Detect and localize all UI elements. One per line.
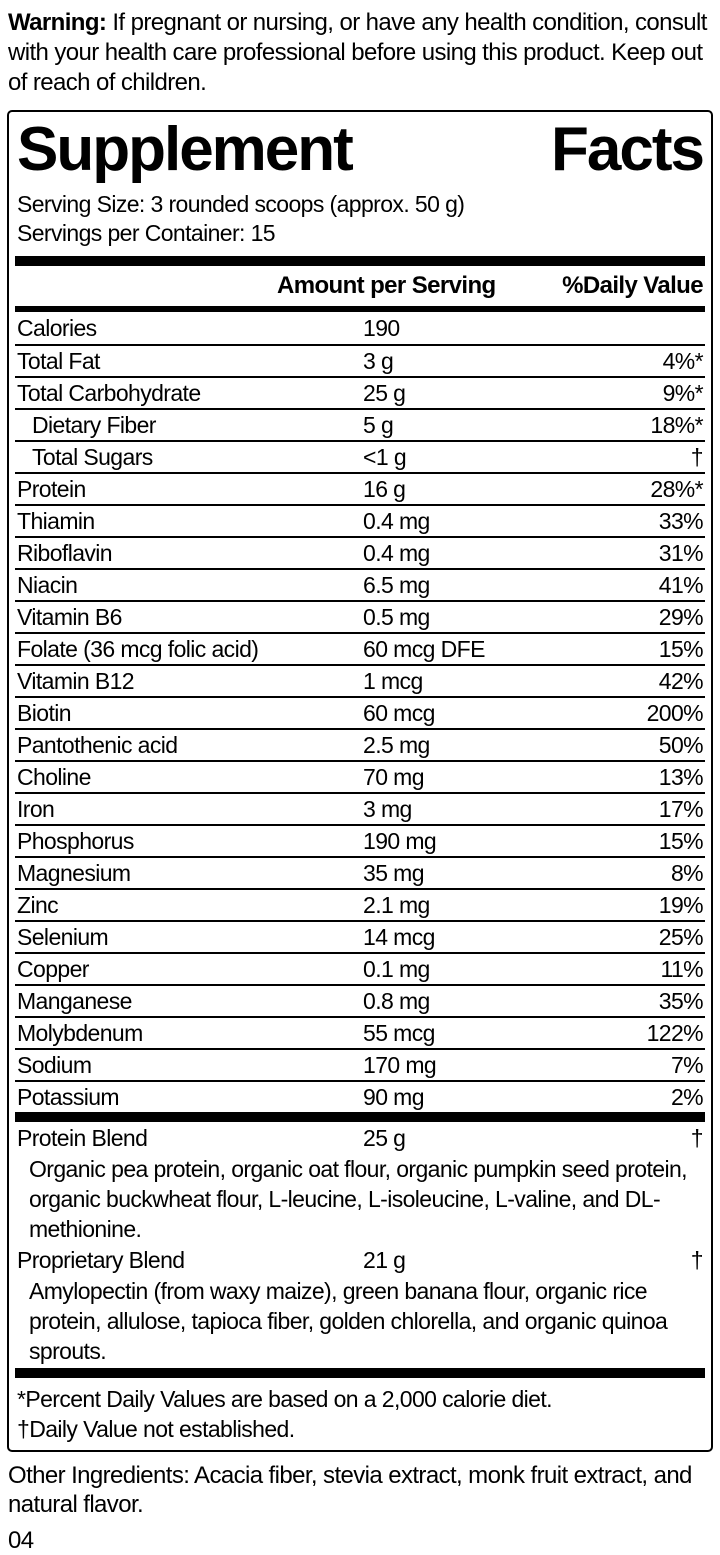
nutrient-daily-value: 28%* bbox=[650, 475, 703, 502]
nutrient-name: Total Carbohydrate bbox=[17, 379, 201, 406]
nutrient-amount: 25 g bbox=[363, 379, 406, 406]
nutrient-name: Pantothenic acid bbox=[17, 731, 178, 758]
blend-block bbox=[15, 1244, 705, 1366]
nutrient-amount: <1 g bbox=[363, 443, 407, 470]
nutrient-name: Molybdenum bbox=[17, 1019, 143, 1046]
divider-thick-top bbox=[15, 256, 705, 266]
nutrient-name: Manganese bbox=[17, 987, 132, 1014]
amount-per-serving-header: Amount per Serving bbox=[277, 272, 496, 299]
table-row bbox=[15, 824, 705, 856]
nutrient-daily-value: 11% bbox=[660, 955, 703, 982]
table-row bbox=[15, 472, 705, 504]
nutrient-name: Choline bbox=[17, 763, 91, 790]
nutrient-daily-value: 29% bbox=[658, 603, 703, 630]
table-row bbox=[15, 856, 705, 888]
serving-size-line: Serving Size: 3 rounded scoops (approx. 50 g) bbox=[17, 191, 465, 217]
nutrient-amount: 190 mg bbox=[363, 827, 437, 854]
warning-text bbox=[8, 8, 712, 98]
nutrient-name: Sodium bbox=[17, 1051, 92, 1078]
nutrient-amount: 2.1 mg bbox=[363, 891, 430, 918]
nutrient-name: Magnesium bbox=[17, 859, 131, 886]
nutrient-amount: 190 bbox=[363, 314, 400, 341]
table-row bbox=[15, 440, 705, 472]
nutrient-amount: 55 mcg bbox=[363, 1019, 435, 1046]
nutrient-amount: 0.4 mg bbox=[363, 507, 430, 534]
nutrient-amount: 170 mg bbox=[363, 1051, 437, 1078]
blend-description: Organic pea protein, organic oat flour, organic pumpkin seed protein, organic buckwheat flour, L-leucine, L-isoleucine, L-valine, and DL-methionine. bbox=[29, 1156, 687, 1242]
table-row bbox=[15, 984, 705, 1016]
table-row bbox=[15, 792, 705, 824]
nutrient-daily-value: 25% bbox=[658, 923, 703, 950]
footnote-line: *Percent Daily Values are based on a 2,000 calorie diet. bbox=[17, 1386, 552, 1412]
table-row bbox=[15, 632, 705, 664]
table-row bbox=[15, 952, 705, 984]
nutrient-amount: 0.5 mg bbox=[363, 603, 430, 630]
nutrient-daily-value: 19% bbox=[658, 891, 703, 918]
table-row bbox=[15, 920, 705, 952]
nutrient-amount: 35 mg bbox=[363, 859, 424, 886]
blend-daily-value: † bbox=[690, 1246, 703, 1273]
table-header-row bbox=[15, 266, 705, 306]
nutrient-amount: 3 g bbox=[363, 347, 394, 374]
footnote-line: †Daily Value not established. bbox=[17, 1416, 295, 1442]
nutrient-daily-value: 7% bbox=[670, 1051, 703, 1078]
table-row bbox=[15, 568, 705, 600]
table-row bbox=[15, 760, 705, 792]
blend-row bbox=[15, 1122, 705, 1154]
nutrient-amount: 3 mg bbox=[363, 795, 412, 822]
divider-thick-footnotes bbox=[15, 1368, 705, 1378]
nutrient-daily-value: 35% bbox=[658, 987, 703, 1014]
nutrient-rows bbox=[15, 312, 705, 1112]
table-row bbox=[15, 600, 705, 632]
nutrient-name: Folate (36 mcg folic acid) bbox=[17, 635, 259, 662]
table-row bbox=[15, 408, 705, 440]
table-row bbox=[15, 376, 705, 408]
table-row bbox=[15, 728, 705, 760]
nutrient-name: Calories bbox=[17, 314, 97, 341]
nutrient-name: Riboflavin bbox=[17, 539, 112, 566]
blend-name: Proprietary Blend bbox=[17, 1246, 185, 1273]
nutrient-name: Phosphorus bbox=[17, 827, 134, 854]
table-row bbox=[15, 1080, 705, 1112]
blend-rows bbox=[15, 1122, 705, 1366]
nutrient-daily-value: 50% bbox=[658, 731, 703, 758]
nutrient-amount: 1 mcg bbox=[363, 667, 423, 694]
blend-name: Protein Blend bbox=[17, 1124, 148, 1151]
blend-description: Amylopectin (from waxy maize), green banana flour, organic rice protein, allulose, tapioca fiber, golden chlorella, and organic quinoa sprouts. bbox=[29, 1278, 668, 1364]
blend-amount: 21 g bbox=[363, 1246, 406, 1273]
nutrient-amount: 60 mcg DFE bbox=[363, 635, 485, 662]
nutrient-daily-value: 17% bbox=[658, 795, 703, 822]
nutrient-name: Vitamin B12 bbox=[17, 667, 134, 694]
nutrient-daily-value: † bbox=[690, 443, 703, 470]
nutrient-daily-value: 41% bbox=[658, 571, 703, 598]
table-row bbox=[15, 696, 705, 728]
title-word-facts: Facts bbox=[551, 115, 703, 184]
divider-thick-blends bbox=[15, 1112, 705, 1122]
nutrient-daily-value: 4%* bbox=[662, 347, 703, 374]
supplement-facts-panel bbox=[7, 110, 713, 1452]
nutrient-daily-value: 42% bbox=[658, 667, 703, 694]
table-row bbox=[15, 1016, 705, 1048]
nutrient-daily-value: 15% bbox=[658, 635, 703, 662]
nutrient-amount: 0.4 mg bbox=[363, 539, 430, 566]
nutrient-name: Zinc bbox=[17, 891, 59, 918]
nutrient-amount: 5 g bbox=[363, 411, 394, 438]
nutrient-name: Selenium bbox=[17, 923, 109, 950]
nutrient-name: Copper bbox=[17, 955, 89, 982]
nutrient-daily-value: 31% bbox=[658, 539, 703, 566]
nutrient-daily-value: 122% bbox=[646, 1019, 703, 1046]
nutrient-name: Total Sugars bbox=[32, 443, 153, 470]
nutrient-daily-value: 200% bbox=[646, 699, 703, 726]
table-row bbox=[15, 888, 705, 920]
nutrient-daily-value: 33% bbox=[658, 507, 703, 534]
nutrient-name: Total Fat bbox=[17, 347, 100, 374]
nutrient-name: Iron bbox=[17, 795, 55, 822]
servings-per-container-line: Servings per Container: 15 bbox=[17, 220, 275, 246]
table-row bbox=[15, 312, 705, 344]
table-row bbox=[15, 504, 705, 536]
nutrient-daily-value: 13% bbox=[658, 763, 703, 790]
blend-amount: 25 g bbox=[363, 1124, 406, 1151]
blend-row bbox=[15, 1244, 705, 1276]
nutrient-amount: 0.1 mg bbox=[363, 955, 430, 982]
nutrient-amount: 70 mg bbox=[363, 763, 424, 790]
nutrient-daily-value: 2% bbox=[670, 1083, 703, 1110]
page-code: 04 bbox=[8, 1527, 34, 1554]
nutrient-amount: 0.8 mg bbox=[363, 987, 430, 1014]
nutrient-amount: 6.5 mg bbox=[363, 571, 430, 598]
nutrient-name: Niacin bbox=[17, 571, 78, 598]
nutrient-amount: 90 mg bbox=[363, 1083, 424, 1110]
nutrient-name: Vitamin B6 bbox=[17, 603, 122, 630]
table-row bbox=[15, 536, 705, 568]
panel-title bbox=[17, 115, 703, 184]
nutrient-name: Protein bbox=[17, 475, 86, 502]
nutrient-name: Potassium bbox=[17, 1083, 119, 1110]
table-row bbox=[15, 664, 705, 696]
other-ingredients-text: Other Ingredients: Acacia fiber, stevia extract, monk fruit extract, and natural flavor. bbox=[8, 1462, 692, 1518]
nutrient-name: Biotin bbox=[17, 699, 71, 726]
table-row bbox=[15, 344, 705, 376]
nutrient-amount: 16 g bbox=[363, 475, 406, 502]
title-word-supplement: Supplement bbox=[17, 115, 352, 184]
table-row bbox=[15, 1048, 705, 1080]
nutrient-name: Thiamin bbox=[17, 507, 95, 534]
nutrient-daily-value: 9%* bbox=[662, 379, 703, 406]
nutrient-amount: 60 mcg bbox=[363, 699, 435, 726]
nutrient-daily-value: 15% bbox=[658, 827, 703, 854]
footnotes bbox=[15, 1384, 705, 1444]
nutrient-daily-value: 8% bbox=[670, 859, 703, 886]
warning-body: If pregnant or nursing, or have any health condition, consult with your health care professional before using this product. Keep out of reach of children. bbox=[8, 9, 707, 96]
nutrient-name: Dietary Fiber bbox=[32, 411, 156, 438]
blend-block bbox=[15, 1122, 705, 1244]
blend-daily-value: † bbox=[690, 1124, 703, 1151]
nutrient-amount: 14 mcg bbox=[363, 923, 435, 950]
nutrient-daily-value: 18%* bbox=[650, 411, 703, 438]
daily-value-header: %Daily Value bbox=[562, 272, 703, 299]
nutrient-amount: 2.5 mg bbox=[363, 731, 430, 758]
warning-label: Warning: bbox=[8, 9, 107, 36]
